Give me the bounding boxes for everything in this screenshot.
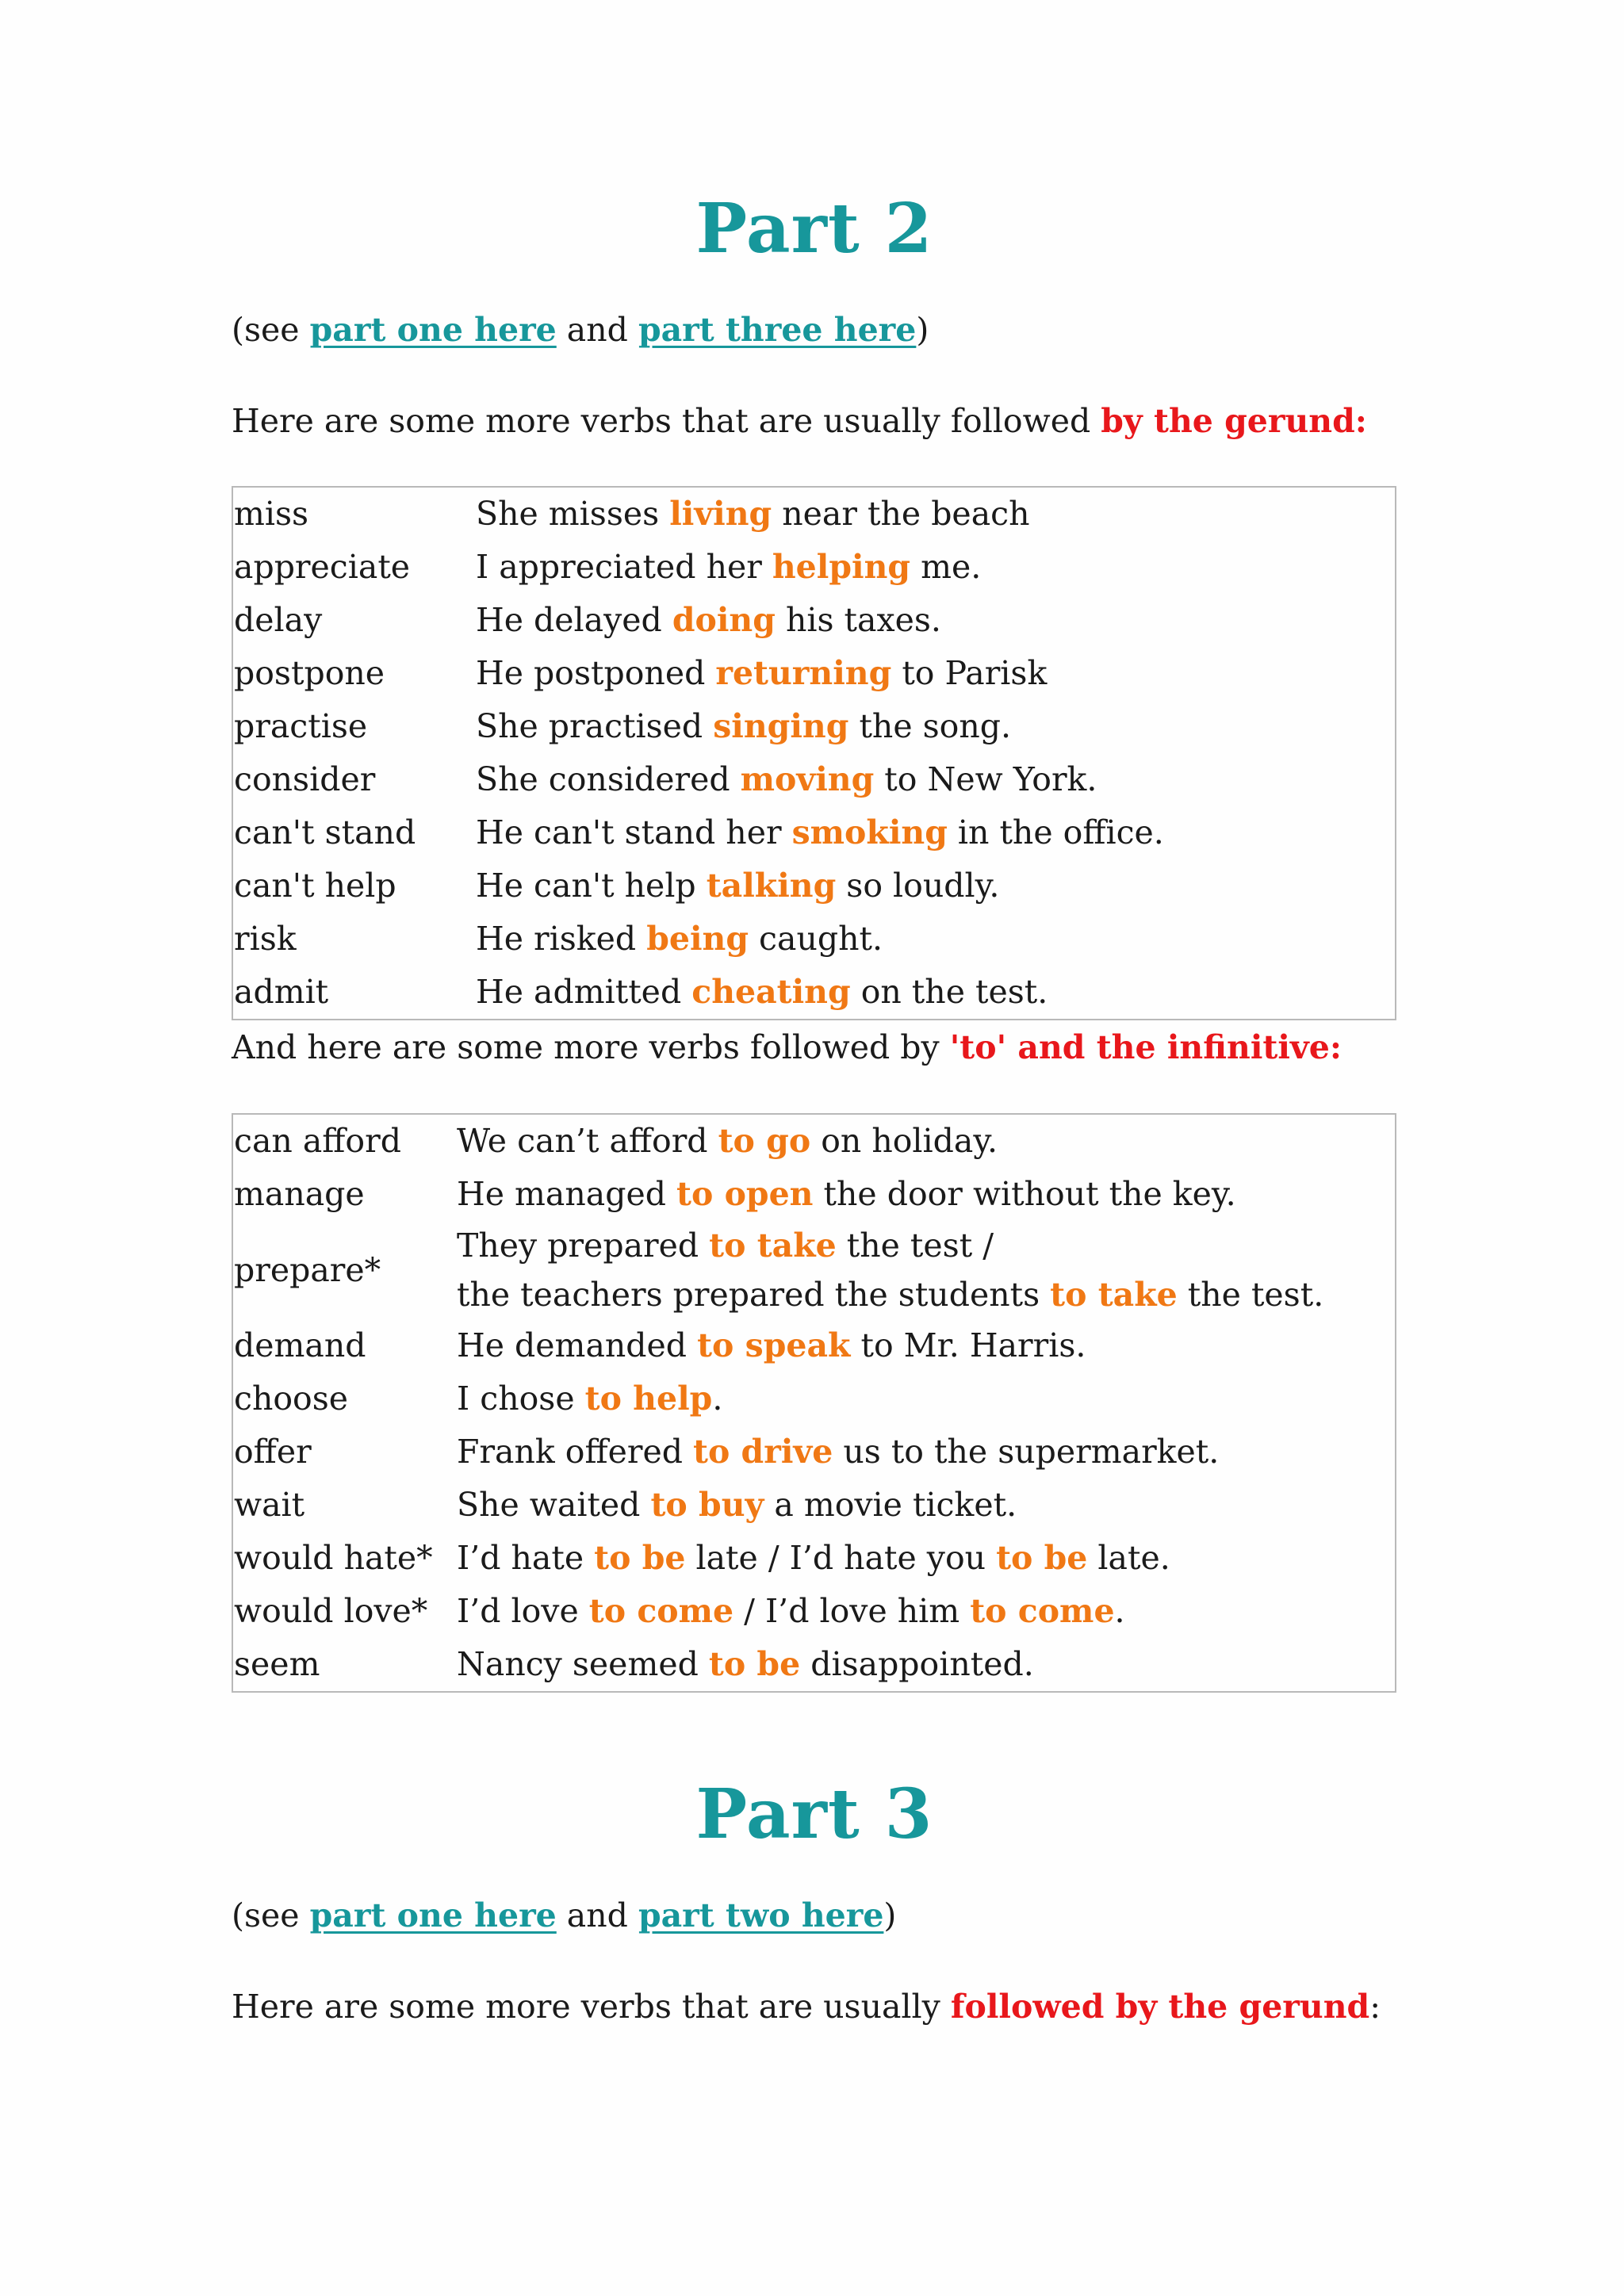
verb-cell: can afford — [234, 1122, 401, 1160]
example-text: so loudly. — [836, 867, 1000, 905]
example-highlight: to go — [718, 1122, 811, 1160]
part3-title: Part 3 — [695, 1774, 933, 1854]
example-cell — [457, 1532, 1396, 1585]
example-text: He demanded — [457, 1326, 698, 1364]
gerund-row — [232, 700, 1396, 753]
example-cell — [476, 806, 1396, 859]
example-text: caught. — [749, 920, 883, 958]
example-cell — [457, 1425, 1396, 1479]
example-highlight: helping — [772, 548, 911, 586]
gerund-verb-table — [232, 486, 1396, 1020]
example-text: I chose — [457, 1380, 585, 1418]
verb-cell: manage — [234, 1175, 365, 1213]
part2-infinitive-intro — [232, 1028, 1342, 1066]
example-cell — [476, 487, 1396, 541]
gerund-row — [232, 753, 1396, 806]
part2-title: Part 2 — [695, 189, 933, 269]
example-highlight: to help — [584, 1380, 713, 1418]
infinitive-row — [232, 1479, 1396, 1532]
part3-see-line — [232, 1896, 896, 1934]
verb-cell: choose — [234, 1380, 349, 1418]
verb-cell: can't help — [234, 867, 396, 905]
example-highlight: returning — [715, 654, 892, 692]
example-highlight: to buy — [650, 1486, 764, 1524]
see-open-text: (see — [232, 1896, 310, 1934]
example-highlight: doing — [672, 601, 776, 639]
example-highlight: to take — [709, 1226, 837, 1265]
infinitive-verb-table — [232, 1113, 1396, 1693]
gerund-row — [232, 966, 1396, 1020]
example-text: She practised — [476, 707, 714, 745]
infinitive-row — [232, 1319, 1396, 1372]
example-text: He can't help — [476, 867, 707, 905]
verb-cell: postpone — [234, 654, 385, 692]
example-text: disappointed. — [800, 1645, 1034, 1683]
example-highlight: being — [646, 920, 749, 958]
example-text: his taxes. — [775, 601, 941, 639]
example-highlight: singing — [713, 707, 849, 745]
infinitive-intro-highlight: 'to' and the infinitive: — [949, 1028, 1342, 1066]
verb-cell: prepare* — [234, 1251, 381, 1289]
example-text: She misses — [476, 495, 670, 533]
example-text: He can't stand her — [476, 813, 792, 851]
example-cell — [476, 541, 1396, 594]
verb-cell: consider — [234, 760, 376, 798]
infinitive-row — [232, 1638, 1396, 1692]
see-close-text: ) — [916, 311, 929, 349]
example-cell — [476, 594, 1396, 647]
example-highlight: to take — [1050, 1276, 1178, 1314]
verb-cell: appreciate — [234, 548, 411, 586]
example-text: I appreciated her — [476, 548, 772, 586]
verb-cell: delay — [234, 601, 323, 639]
see-open-text: (see — [232, 311, 310, 349]
example-highlight: cheating — [691, 973, 851, 1011]
example-highlight: smoking — [791, 813, 948, 851]
part-one-link[interactable]: part one here — [309, 311, 557, 349]
example-text: He postponed — [476, 654, 716, 692]
example-text: to Mr. Harris. — [850, 1326, 1086, 1364]
example-text: Nancy seemed — [457, 1645, 709, 1683]
example-text: me. — [910, 548, 982, 586]
example-highlight: to be — [996, 1539, 1088, 1577]
see-mid-text: and — [556, 311, 638, 349]
part2-see-line — [232, 311, 929, 349]
intro-highlight: by the gerund: — [1101, 402, 1367, 440]
example-highlight: to open — [676, 1175, 814, 1213]
gerund-row — [232, 594, 1396, 647]
example-text: near the beach — [772, 495, 1030, 533]
infinitive-intro-text: And here are some more verbs followed by — [232, 1028, 950, 1066]
example-text: late. — [1087, 1539, 1170, 1577]
example-text: He delayed — [476, 601, 672, 639]
example-text: We can’t afford — [457, 1122, 718, 1160]
example-text: the song. — [848, 707, 1012, 745]
gerund-table-body — [232, 487, 1396, 1020]
example-text: Frank offered — [457, 1433, 693, 1471]
example-text: us to the supermarket. — [833, 1433, 1220, 1471]
verb-cell: miss — [234, 495, 309, 533]
verb-cell: admit — [234, 973, 329, 1011]
gerund-row — [232, 859, 1396, 913]
example-text: I’d love — [457, 1592, 589, 1630]
example-text: to New York. — [874, 760, 1097, 798]
verb-cell: can't stand — [234, 813, 416, 851]
example-cell — [457, 1585, 1396, 1638]
verb-cell: wait — [234, 1486, 305, 1524]
example-text: in the office. — [947, 813, 1164, 851]
gerund-row — [232, 541, 1396, 594]
part-three-link[interactable]: part three here — [638, 311, 917, 349]
verb-cell: would hate* — [234, 1539, 433, 1577]
example-highlight: to speak — [697, 1326, 851, 1364]
example-text: She considered — [476, 760, 741, 798]
example-cell — [476, 966, 1396, 1020]
example-highlight: living — [669, 495, 772, 533]
infinitive-row — [232, 1532, 1396, 1585]
example-cell — [476, 859, 1396, 913]
example-cell — [476, 700, 1396, 753]
gerund-row — [232, 913, 1396, 966]
example-cell — [457, 1479, 1396, 1532]
gerund-row — [232, 487, 1396, 541]
verb-cell: demand — [234, 1326, 366, 1364]
intro-text: Here are some more verbs that are usually — [232, 1988, 951, 2026]
example-highlight: moving — [740, 760, 875, 798]
infinitive-row — [232, 1114, 1396, 1168]
example-text: to Parisk — [891, 654, 1048, 692]
example-cell — [457, 1221, 1396, 1319]
gerund-row — [232, 647, 1396, 700]
example-highlight: talking — [706, 867, 837, 905]
example-text: / I’d love him — [733, 1592, 971, 1630]
example-line — [457, 1270, 1395, 1319]
part3-gerund-intro — [232, 1988, 1381, 2026]
example-text: They prepared — [457, 1226, 710, 1265]
verb-cell: practise — [234, 707, 368, 745]
see-close-text: ) — [883, 1896, 897, 1934]
example-highlight: to come — [588, 1592, 734, 1630]
example-cell — [476, 753, 1396, 806]
example-cell — [476, 647, 1396, 700]
part-two-link[interactable]: part two here — [638, 1896, 884, 1934]
example-text: I’d hate — [457, 1539, 595, 1577]
example-text: . — [712, 1380, 723, 1418]
example-text: the door without the key. — [813, 1175, 1236, 1213]
intro-after: : — [1369, 1988, 1381, 2026]
example-text: She waited — [457, 1486, 651, 1524]
example-highlight: to come — [970, 1592, 1115, 1630]
example-highlight: to drive — [693, 1433, 833, 1471]
part2-gerund-intro — [232, 402, 1367, 440]
infinitive-row — [232, 1221, 1396, 1319]
example-text: on the test. — [850, 973, 1048, 1011]
example-cell — [476, 913, 1396, 966]
example-text: the test / — [836, 1226, 994, 1265]
verb-cell: would love* — [234, 1592, 428, 1630]
intro-highlight: followed by the gerund — [950, 1988, 1370, 2026]
infinitive-row — [232, 1168, 1396, 1221]
example-text: late / I’d hate you — [685, 1539, 997, 1577]
example-text: He admitted — [476, 973, 692, 1011]
example-highlight: to be — [708, 1645, 801, 1683]
verb-cell: risk — [234, 920, 297, 958]
example-cell — [457, 1638, 1396, 1692]
example-text: the test. — [1177, 1276, 1324, 1314]
see-mid-text: and — [556, 1896, 638, 1934]
infinitive-row — [232, 1372, 1396, 1425]
example-text: . — [1114, 1592, 1125, 1630]
example-line — [457, 1221, 1395, 1270]
infinitive-table-body — [232, 1114, 1396, 1692]
example-text: the teachers prepared the students — [457, 1276, 1051, 1314]
example-highlight: to be — [594, 1539, 686, 1577]
example-text: He managed — [457, 1175, 677, 1213]
example-cell — [457, 1114, 1396, 1168]
verb-cell: seem — [234, 1645, 320, 1683]
part-one-link[interactable]: part one here — [309, 1896, 557, 1934]
verb-cell: offer — [234, 1433, 312, 1471]
example-cell — [457, 1319, 1396, 1372]
example-text: a movie ticket. — [764, 1486, 1017, 1524]
example-cell — [457, 1372, 1396, 1425]
infinitive-row — [232, 1425, 1396, 1479]
gerund-row — [232, 806, 1396, 859]
example-text: He risked — [476, 920, 647, 958]
example-text: on holiday. — [810, 1122, 998, 1160]
intro-text: Here are some more verbs that are usually followed — [232, 402, 1101, 440]
infinitive-row — [232, 1585, 1396, 1638]
example-cell — [457, 1168, 1396, 1221]
